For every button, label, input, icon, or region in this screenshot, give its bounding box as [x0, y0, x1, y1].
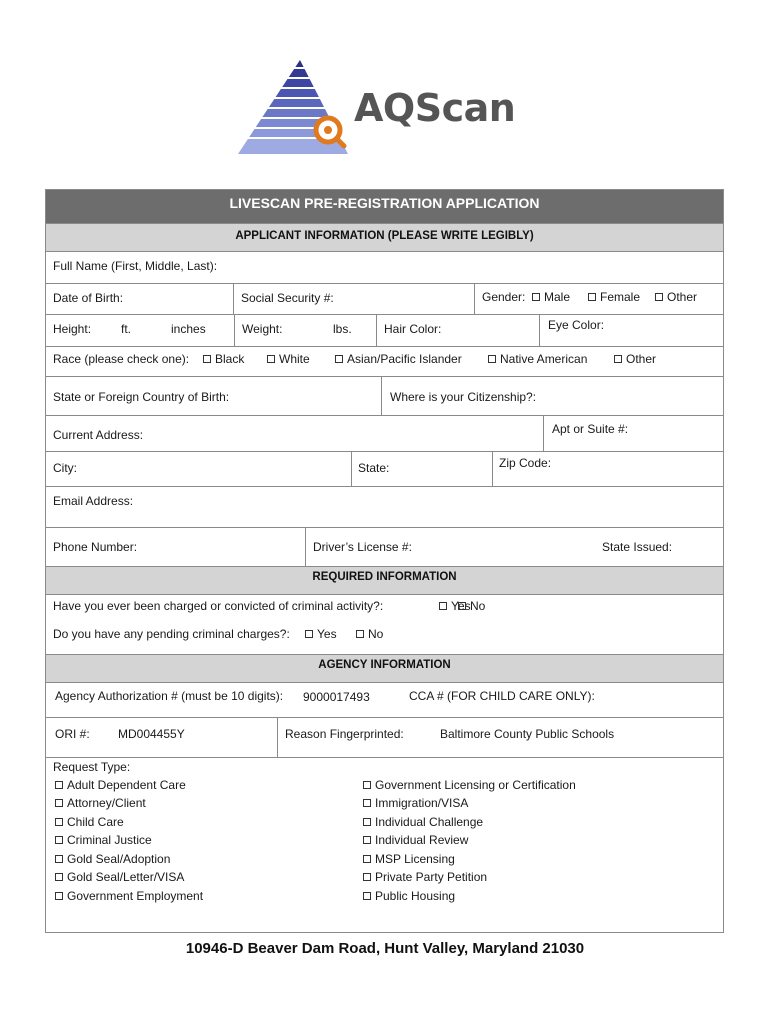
full-name-row[interactable] — [46, 252, 723, 284]
q2-no-option[interactable]: No — [356, 627, 383, 641]
checkbox-icon[interactable] — [55, 836, 63, 844]
birth-place-field[interactable] — [46, 377, 381, 415]
dob-label: Date of Birth: — [53, 291, 124, 305]
request-individual-challenge[interactable]: Individual Challenge — [363, 815, 483, 829]
request-type-label: Request Type: — [53, 760, 131, 774]
checkbox-icon[interactable] — [335, 355, 343, 363]
checkbox-icon[interactable] — [55, 799, 63, 807]
gender-field — [474, 284, 723, 314]
race-white-option[interactable]: White — [267, 352, 310, 366]
ori-label: ORI #: — [55, 727, 90, 741]
full-name-label: Full Name (First, Middle, Last): — [53, 259, 218, 273]
ori-row — [46, 718, 723, 758]
phone-row — [46, 528, 723, 566]
height-field[interactable] — [46, 315, 234, 346]
checkbox-icon[interactable] — [363, 836, 371, 844]
city-row — [46, 452, 723, 487]
race-other-option[interactable]: Other — [614, 352, 656, 366]
request-attorney-client[interactable]: Attorney/Client — [55, 796, 146, 810]
checkbox-icon[interactable] — [267, 355, 275, 363]
eye-field[interactable] — [539, 315, 723, 346]
height-label: Height: — [53, 322, 92, 336]
request-criminal-justice[interactable]: Criminal Justice — [55, 833, 152, 847]
citizenship-label: Where is your Citizenship?: — [390, 390, 537, 404]
aqscan-logo — [236, 58, 536, 158]
request-immigration-visa[interactable]: Immigration/VISA — [363, 796, 468, 810]
agency-auth-value[interactable]: 9000017493 — [303, 690, 370, 704]
race-black-option[interactable]: Black — [203, 352, 244, 366]
applicant-header: APPLICANT INFORMATION (PLEASE WRITE LEGIBLY) — [46, 223, 723, 252]
citizenship-field[interactable] — [381, 377, 723, 415]
zip-field[interactable] — [492, 452, 723, 486]
race-native-option[interactable]: Native American — [488, 352, 587, 366]
agency-header: AGENCY INFORMATION — [46, 654, 723, 683]
criminal-activity-question: Have you ever been charged or convicted of criminal activity?: — [53, 599, 384, 613]
form-title: LIVESCAN PRE-REGISTRATION APPLICATION — [46, 190, 723, 223]
address-row — [46, 416, 723, 452]
reason-value: Baltimore County Public Schools — [440, 727, 615, 741]
phone-field[interactable] — [46, 528, 305, 566]
license-label: Driver’s License #: — [313, 540, 412, 554]
q1-yes-option[interactable]: Yes — [439, 599, 471, 613]
checkbox-icon[interactable] — [363, 799, 371, 807]
logo-text: AQScan — [354, 86, 516, 130]
checkbox-icon[interactable] — [588, 293, 596, 301]
apt-field[interactable] — [543, 416, 723, 451]
checkbox-icon[interactable] — [532, 293, 540, 301]
request-public-housing[interactable]: Public Housing — [363, 889, 455, 903]
request-government-licensing[interactable]: Government Licensing or Certification — [363, 778, 576, 792]
race-row — [46, 347, 723, 377]
inches-label: inches — [171, 322, 206, 336]
birth-row — [46, 377, 723, 416]
address-field[interactable] — [46, 416, 543, 451]
checkbox-icon[interactable] — [439, 602, 447, 610]
request-individual-review[interactable]: Individual Review — [363, 833, 468, 847]
checkbox-icon[interactable] — [203, 355, 211, 363]
required-questions — [46, 595, 723, 654]
city-label: City: — [53, 461, 77, 475]
ssn-field[interactable] — [233, 284, 474, 314]
ssn-label: Social Security #: — [241, 291, 334, 305]
dob-row — [46, 284, 723, 315]
hair-label: Hair Color: — [384, 322, 442, 336]
email-row[interactable] — [46, 487, 723, 528]
pending-charges-question: Do you have any pending criminal charges?: — [53, 627, 290, 641]
phone-label: Phone Number: — [53, 540, 138, 554]
checkbox-icon[interactable] — [363, 892, 371, 900]
checkbox-icon[interactable] — [363, 855, 371, 863]
weight-field[interactable] — [234, 315, 376, 346]
checkbox-icon[interactable] — [363, 781, 371, 789]
checkbox-icon[interactable] — [55, 818, 63, 826]
checkbox-icon[interactable] — [356, 630, 364, 638]
request-child-care[interactable]: Child Care — [55, 815, 124, 829]
eye-label: Eye Color: — [548, 318, 605, 332]
checkbox-icon[interactable] — [488, 355, 496, 363]
email-label: Email Address: — [53, 494, 134, 508]
reason-field[interactable] — [277, 718, 723, 757]
checkbox-icon[interactable] — [55, 781, 63, 789]
request-msp-licensing[interactable]: MSP Licensing — [363, 852, 455, 866]
checkbox-icon[interactable] — [363, 818, 371, 826]
checkbox-icon[interactable] — [305, 630, 313, 638]
ori-value: MD004455Y — [118, 727, 185, 741]
race-asian-option[interactable]: Asian/Pacific Islander — [335, 352, 462, 366]
weight-label: Weight: — [242, 322, 283, 336]
gender-female-option[interactable]: Female — [588, 290, 640, 304]
pyramid-logo-icon — [236, 58, 356, 158]
dob-field[interactable] — [46, 284, 233, 314]
checkbox-icon[interactable] — [363, 873, 371, 881]
request-government-employment[interactable]: Government Employment — [55, 889, 203, 903]
apt-label: Apt or Suite #: — [552, 422, 629, 436]
checkbox-icon[interactable] — [614, 355, 622, 363]
ft-label: ft. — [121, 322, 132, 336]
zip-label: Zip Code: — [499, 456, 552, 470]
agency-auth-label: Agency Authorization # (must be 10 digits): — [55, 689, 284, 703]
license-field[interactable] — [305, 528, 723, 566]
agency-auth-row — [46, 683, 723, 718]
footer-address: 10946-D Beaver Dam Road, Hunt Valley, Maryland 21030 — [185, 940, 585, 957]
request-private-party-petition[interactable]: Private Party Petition — [363, 870, 487, 884]
checkbox-icon[interactable] — [55, 892, 63, 900]
q1-no-checkbox[interactable]: No — [458, 599, 485, 613]
lbs-label: lbs. — [333, 322, 352, 336]
hair-field[interactable] — [376, 315, 539, 346]
race-label: Race (please check one): — [53, 352, 190, 366]
q2-yes-option[interactable]: Yes — [305, 627, 337, 641]
registration-form — [45, 189, 724, 933]
checkbox-icon[interactable] — [655, 293, 663, 301]
reason-label: Reason Fingerprinted: — [285, 727, 404, 741]
required-header: REQUIRED INFORMATION — [46, 566, 723, 595]
checkbox-icon[interactable] — [55, 873, 63, 881]
gender-label: Gender: — [482, 290, 526, 304]
checkbox-icon[interactable] — [55, 855, 63, 863]
checkbox-icon[interactable] — [458, 602, 466, 610]
request-gold-seal-adoption[interactable]: Gold Seal/Adoption — [55, 852, 170, 866]
request-gold-seal-letter-visa[interactable]: Gold Seal/Letter/VISA — [55, 870, 184, 884]
address-label: Current Address: — [53, 428, 144, 442]
cca-label: CCA # (FOR CHILD CARE ONLY): — [409, 689, 595, 703]
state-issued-label: State Issued: — [602, 540, 673, 554]
gender-other-option[interactable]: Other — [655, 290, 697, 304]
gender-male-option[interactable]: Male — [532, 290, 570, 304]
ori-field[interactable] — [46, 718, 277, 757]
state-field[interactable] — [351, 452, 492, 486]
physical-row — [46, 315, 723, 347]
birth-place-label: State or Foreign Country of Birth: — [53, 390, 230, 404]
request-adult-dependent-care[interactable]: Adult Dependent Care — [55, 778, 186, 792]
city-field[interactable] — [46, 452, 351, 486]
state-label: State: — [358, 461, 390, 475]
